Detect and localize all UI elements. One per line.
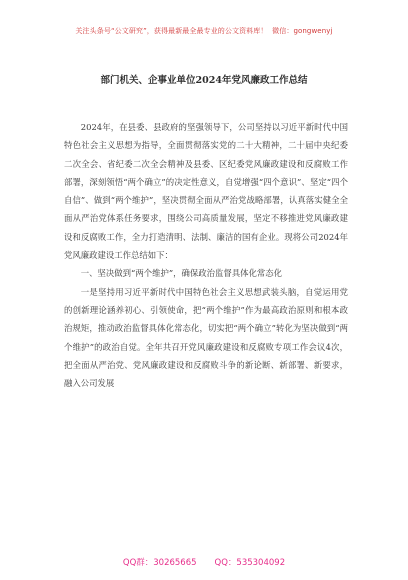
paragraph-intro: 2024年，在县委、县政府的坚强领导下，公司坚持以习近平新时代中国特色社会主义思想为指导，全面贯彻落实党的二十大精神，二十届中央纪委二次全会、省纪委二次全会精神及县委、区纪委党风廉政建设和反腐败工作部署，深刻领悟“两个确立”的决定性意义，自觉增强“四个意识”、坚定“四个自信”、做到“两个维护”，坚决贯彻全面从严治党战略部署，认真落实健全全面从严治党体系任务要求，围绕公司高质量发展，坚定不移推进党风廉政建设和反腐败工作，全力打造清明、法制、廉洁的国有企业。现将公司2024年党风廉政建设工作总结如下： (64, 122, 348, 261)
document-body (64, 118, 348, 392)
footer-qq-number: QQ：535304092 (214, 558, 286, 568)
section-heading: 一、坚决做到“两个维护”，确保政治监督具体化常态化 (80, 268, 282, 279)
banner-wechat-text: 微信：gongwenyj (272, 27, 333, 35)
document-title: 部门机关、企事业单位2024年党风廉政工作总结 (100, 75, 308, 86)
top-banner (0, 26, 408, 36)
banner-promo-text: 关注头条号“公文研究”，获得最新最全最专业的公文资料库！ (75, 27, 268, 35)
footer-contacts (0, 556, 408, 568)
footer-qq-group: QQ群：30265665 (122, 558, 197, 568)
paragraph-section-one: 一是坚持用习近平新时代中国特色社会主义思想武装头脑，自觉运用党的创新理论涵养初心、引领使命，把“两个维护”作为最高政治原则和根本政治规矩，推动政治监督具体化常态化，切实把“两个确立”转化为坚决做到“两个维护”的政治自觉。全年共召开党风廉政建设和反腐败专项工作会议4次，把全面从严治党、党风廉政建设和反腐败斗争的新论断、新部署、新要求，融入公司发展 (64, 286, 348, 389)
